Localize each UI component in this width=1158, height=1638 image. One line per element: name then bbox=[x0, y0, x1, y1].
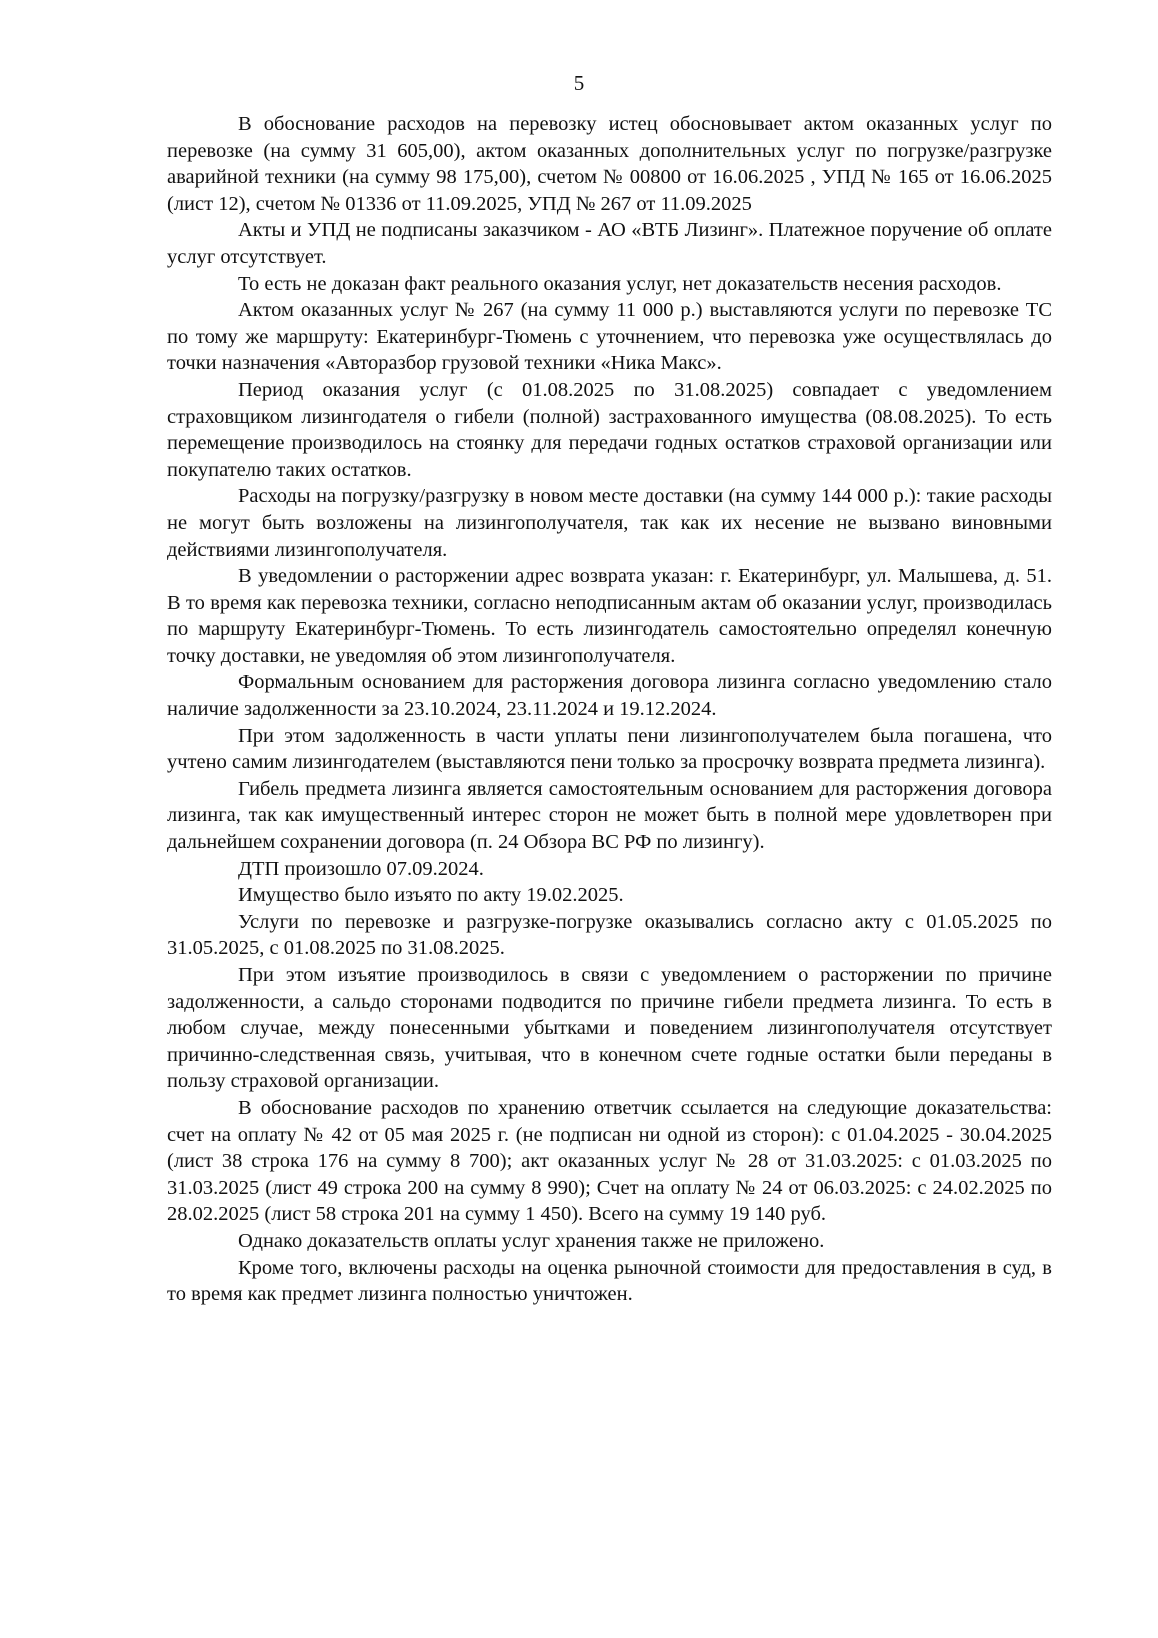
paragraph: В уведомлении о расторжении адрес возврата указан: г. Екатеринбург, ул. Малышева, д. 51. В то время как перевозка техники, согласно неподписанным актам об оказании услуг, производилась по маршруту Екатеринбург-Тюмень. То есть лизингодатель самостоятельно определял конечную точку доставки, не уведомляя об этом лизингополучателя. bbox=[167, 565, 1052, 667]
paragraph: Расходы на погрузку/разгрузку в новом месте доставки (на сумму 144 000 р.): такие расходы не могут быть возложены на лизингополучателя, так как их несение не вызвано виновными действиями лизингополучателя. bbox=[167, 485, 1052, 561]
paragraph: При этом изъятие производилось в связи с уведомлением о расторжении по причине задолженности, а сальдо сторонами подводится по причине гибели предмета лизинга. То есть в любом случае, между понесенными убытками и поведением лизингополучателя отсутствует причинно-следственная связь, учитывая, что в конечном счете годные остатки были переданы в пользу страховой организации. bbox=[167, 964, 1052, 1093]
paragraph: Период оказания услуг (с 01.08.2025 по 31.08.2025) совпадает с уведомлением страховщиком лизингодателя о гибели (полной) застрахованного имущества (08.08.2025). То есть перемещение производилось на стоянку для передачи годных остатков страховой организации или покупателю таких остатков. bbox=[167, 378, 1052, 481]
paragraph: При этом задолженность в части уплаты пени лизингополучателем была погашена, что учтено самим лизингодателем (выставляются пени только за просрочку возврата предмета лизинга). bbox=[167, 724, 1052, 774]
paragraph: В обоснование расходов по хранению ответчик ссылается на следующие доказательства: счет на оплату № 42 от 05 мая 2025 г. (не подписан ни одной из сторон): с 01.04.2025 - 30.04.2025 (лист 38 строка 176 на сумму 8 700); акт оказанных услуг № 28 от 31.03.2025: с 01.03.2025 по 31.03.2025 (лист 49 строка 200 на сумму 8 990); Счет на оплату № 24 от 06.03.2025: с 24.02.2025 по 28.02.2025 (лист 58 строка 201 на сумму 1 450). Всего на сумму 19 140 руб. bbox=[167, 1096, 1052, 1226]
paragraph: Услуги по перевозке и разгрузке-погрузке оказывались согласно акту с 01.05.2025 по 31.05.2025, с 01.08.2025 по 31.08.2025. bbox=[167, 910, 1052, 960]
paragraph: В обоснование расходов на перевозку истец обосновывает актом оказанных услуг по перевозке (на сумму 31 605,00), актом оказанных дополнительных услуг по погрузке/разгрузке аварийной техники (на сумму 98 175,00), счетом № 00800 от 16.06.2025 , УПД № 165 от 16.06.2025 (лист 12), счетом № 01336 от 11.09.2025, УПД № 267 от 11.09.2025 bbox=[167, 113, 1052, 215]
paragraph: То есть не доказан факт реального оказания услуг, нет доказательств несения расходов. bbox=[238, 272, 1002, 295]
paragraph: Формальным основанием для расторжения договора лизинга согласно уведомлению стало наличие задолженности за 23.10.2024, 23.11.2024 и 19.12.2024. bbox=[167, 671, 1052, 721]
paragraph: Однако доказательств оплаты услуг хранения также не приложено. bbox=[238, 1229, 825, 1252]
paragraph: Кроме того, включены расходы на оценка рыночной стоимости для предоставления в суд, в то время как предмет лизинга полностью уничтожен. bbox=[167, 1256, 1052, 1306]
paragraph: ДТП произошло 07.09.2024. bbox=[238, 857, 484, 880]
document-body bbox=[167, 111, 1052, 1308]
paragraph: Гибель предмета лизинга является самостоятельным основанием для расторжения договора лизинга, так как имущественный интерес сторон не может быть в полной мере удовлетворен при дальнейшем сохранении договора (п. 24 Обзора ВС РФ по лизингу). bbox=[167, 777, 1052, 854]
paragraph: Актом оказанных услуг № 267 (на сумму 11 000 р.) выставляются услуги по перевозке ТС по тому же маршруту: Екатеринбург-Тюмень с уточнением, что перевозка уже осуществлялась до точки назначения «Авторазбор грузовой техники «Ника Макс». bbox=[167, 299, 1052, 375]
paragraph: Акты и УПД не подписаны заказчиком - АО «ВТБ Лизинг». Платежное поручение об оплате услуг отсутствует. bbox=[167, 219, 1052, 268]
paragraph: Имущество было изъято по акту 19.02.2025. bbox=[238, 884, 624, 907]
page-number: 5 bbox=[573, 71, 585, 95]
